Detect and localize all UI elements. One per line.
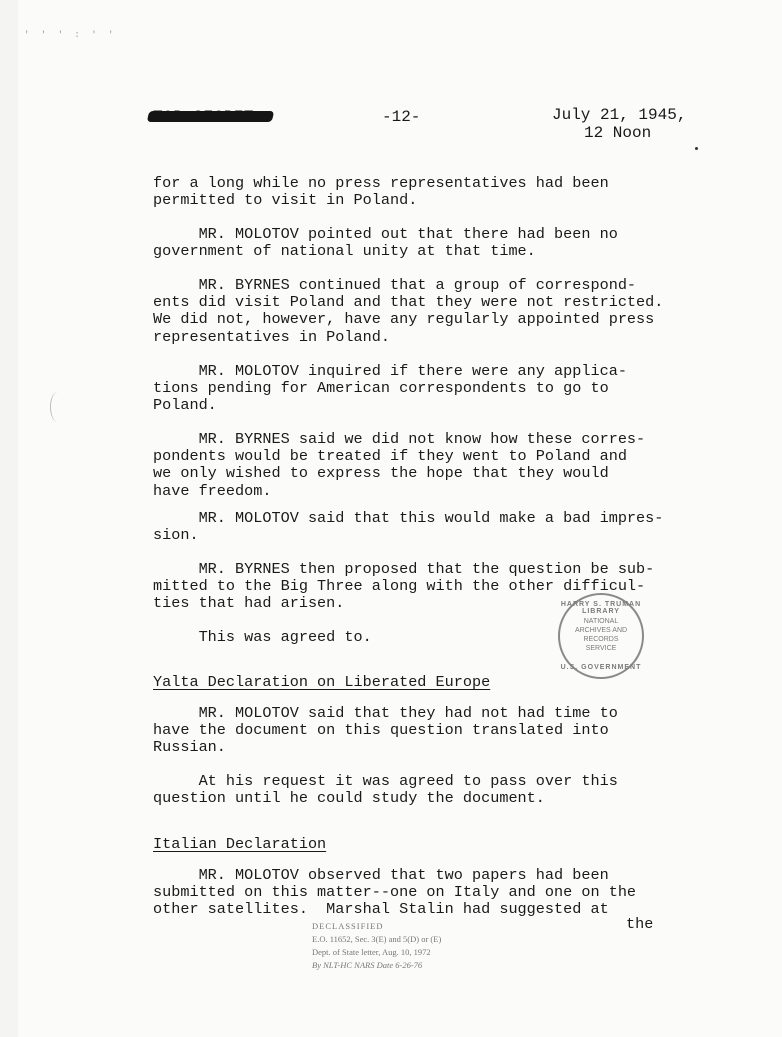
stamp-ring-bottom: U.S. GOVERNMENT [560, 664, 642, 671]
declass-letter: Dept. of State letter, Aug. 10, 1972 [312, 947, 431, 957]
meeting-date [552, 106, 686, 142]
declassification-stamp [312, 920, 532, 972]
date-line: July 21, 1945, [552, 106, 687, 124]
section-heading-italian: Italian Declaration [153, 835, 327, 853]
paragraph: MR. BYRNES continued that a group of correspond- ents did visit Poland and that they were not restricted. We did not, however, have any regularly appointed press representatives in Poland. [153, 276, 664, 346]
time-line: 12 Noon [584, 124, 652, 142]
classification-redaction [147, 111, 274, 122]
ink-dot [695, 147, 698, 150]
margin-mark [50, 392, 65, 422]
declassified-label: DECLASSIFIED [312, 921, 384, 931]
paragraph: MR. BYRNES said we did not know how these corres- pondents would be treated if they went to Poland and we only wished to express the hope that they would have freedom. [153, 430, 646, 500]
page-number: -12- [382, 108, 421, 126]
archives-stamp [558, 593, 644, 679]
paragraph: MR. MOLOTOV pointed out that there had been no government of national unity at that time. [153, 225, 618, 261]
paragraph: MR. MOLOTOV inquired if there were any applica- tions pending for American correspondents to go to Poland. [153, 362, 627, 415]
section-heading-yalta: Yalta Declaration on Liberated Europe [153, 673, 491, 691]
paragraph: MR. MOLOTOV said that this would make a bad impres- sion. [153, 509, 664, 545]
declass-signature-line: By NLT-HC NARS Date 6-26-76 [312, 960, 423, 970]
paragraph: MR. MOLOTOV said that they had not had time to have the document on this question translated into Russian. [153, 704, 618, 757]
declass-authority: E.O. 11652, Sec. 3(E) and 5(D) or (E) [312, 934, 442, 944]
paragraph: MR. MOLOTOV observed that two papers had been submitted on this matter--one on Italy and one on the other satellites. Marshal Stalin had suggested at [153, 866, 637, 919]
paragraph: MR. BYRNES then proposed that the question be sub- mitted to the Big Three along with the other difficul- ties that had arisen. [153, 560, 655, 613]
stamp-inner-text: NATIONAL ARCHIVES AND RECORDS SERVICE [574, 618, 628, 652]
paragraph: At his request it was agreed to pass over this question until he could study the document. [153, 772, 618, 808]
edge-marks: ' ' ' : ' ' [24, 30, 117, 40]
paragraph: This was agreed to. [153, 628, 372, 646]
stamp-ring-top: HARRY S. TRUMAN LIBRARY [560, 601, 642, 615]
paragraph: for a long while no press representatives had been permitted to visit in Poland. [153, 174, 609, 210]
catchword: the [626, 915, 654, 933]
